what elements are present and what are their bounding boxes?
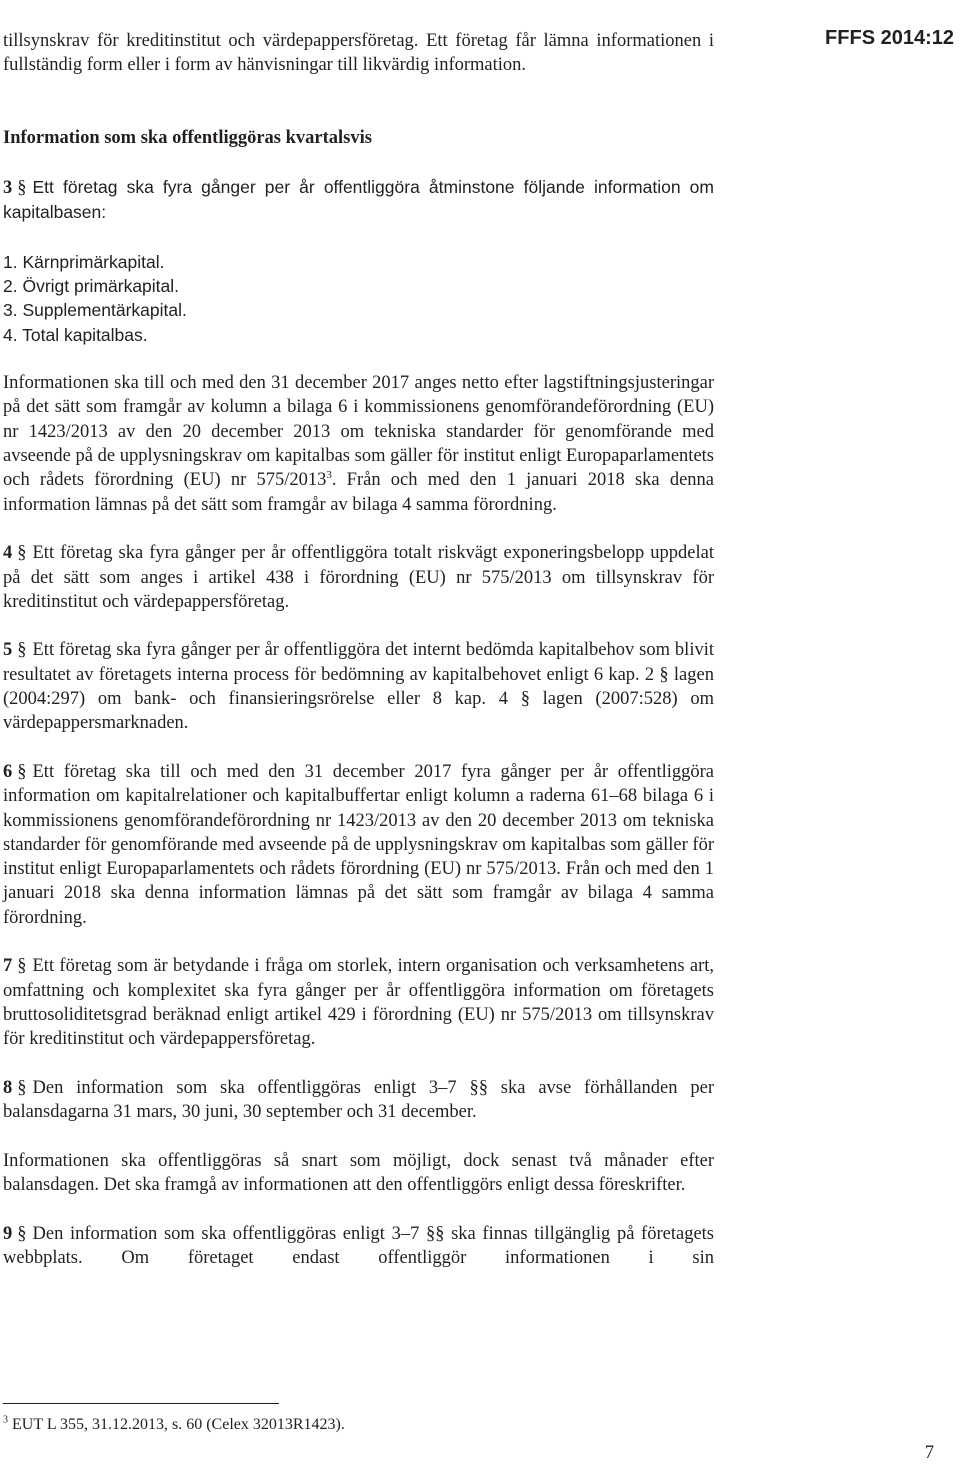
document-id: FFFS 2014:12 xyxy=(825,27,954,49)
paragraph-text: . Från och med den 1 januari 2018 ska denna information lämnas på det sätt som framgår av bilaga 4 samma förordning. xyxy=(3,470,714,515)
section-sign: § xyxy=(17,1223,27,1244)
paragraph-5 xyxy=(3,638,714,735)
intro-paragraph: tillsynskrav för kreditinstitut och värdepappersföretag. Ett företag får lämna informationen i fullständig form eller i form av hänvisningar till likvärdig information. xyxy=(3,31,714,76)
paragraph-text: Den information som ska offentliggöras enligt 3–7 §§ ska finnas tillgänglig på företagets webbplats. Om företaget endast offentliggör informationen i sin xyxy=(3,1223,714,1268)
paragraph-text: Ett företag ska fyra gånger per år offentliggöra åtminstone följande information om kapitalbasen: xyxy=(3,176,714,223)
section-number: 8 xyxy=(3,1077,13,1098)
footnote-reference[interactable]: 3 xyxy=(326,469,332,482)
section-number: 5 xyxy=(3,640,13,661)
list-item: 4. Total kapitalbas. xyxy=(3,324,148,345)
paragraph-text: Ett företag ska till och med den 31 december 2017 fyra gånger per år offentliggöra information om kapitalrelationer och kapitalbuffertar enligt kolumn a raderna 61–68 bilaga 6 i kommissionens genomförandeförordning nr 1423/2013 av den 20 december 2013 om tekniska standarder för genomförande med avseende på de upplysningskrav om kapitalbas som gäller för institut enligt Europaparlamentets och rådets förordning (EU) nr 575/2013. Från och med den 1 januari 2018 ska denna information lämnas på det sätt som framgår av bilaga 4 samma förordning. xyxy=(3,761,714,928)
page-number: 7 xyxy=(924,1443,934,1463)
footnote xyxy=(3,1415,345,1435)
section-number: 9 xyxy=(3,1223,13,1244)
paragraph-9 xyxy=(3,1222,714,1271)
paragraph-6 xyxy=(3,760,714,930)
paragraph-text: Den information som ska offentliggöras enligt 3–7 §§ ska avse förhållanden per balansdagarna 31 mars, 30 juni, 30 september och 31 december. xyxy=(3,1077,714,1123)
capital-list xyxy=(3,250,714,347)
section-number: 3 xyxy=(3,177,13,198)
footnote-marker: 3 xyxy=(3,1414,8,1426)
section-number: 7 xyxy=(3,956,13,977)
footnote-text: EUT L 355, 31.12.2013, s. 60 (Celex 32013R1423). xyxy=(12,1416,345,1433)
page-body xyxy=(3,29,714,1294)
paragraph-text: Ett företag ska fyra gånger per år offentliggöra totalt riskvägt exponeringsbelopp uppdelat på det sätt som anges i artikel 438 i förordning (EU) nr 575/2013 om tillsynskrav för kreditinstitut och värdepappersföretag. xyxy=(3,543,714,612)
paragraph-8-continued: Informationen ska offentliggöras så snart som möjligt, dock senast två månader efter balansdagen. Det ska framgå av informationen att den offentliggörs enligt dessa föreskrifter. xyxy=(3,1150,714,1195)
section-number: 4 xyxy=(3,543,13,564)
paragraph-7 xyxy=(3,954,714,1051)
paragraph-8 xyxy=(3,1076,714,1125)
section-sign: § xyxy=(17,956,27,977)
paragraph-text: Ett företag ska fyra gånger per år offentliggöra det internt bedömda kapitalbehov som blivit resultatet av företagets interna process för bedömning av kapitalbehovet enligt 6 kap. 2 § lagen (2004:297) om bank- och finansieringsrörelse eller 8 kap. 4 § lagen (2007:528) om värdepappersmarknaden. xyxy=(3,640,714,734)
section-heading: Information som ska offentliggöras kvartalsvis xyxy=(3,128,372,149)
paragraph-3 xyxy=(3,175,714,226)
paragraph-text: Ett företag som är betydande i fråga om storlek, intern organisation och verksamhetens art, omfattning och komplexitet ska fyra gånger per år offentliggöra information om företagets bruttosoliditetsgrad beräknad enligt artikel 429 i förordning (EU) nr 575/2013 om tillsynskrav för kreditinstitut och värdepappersföretag. xyxy=(3,956,714,1050)
paragraph-3-continued xyxy=(3,371,714,517)
section-sign: § xyxy=(17,761,27,782)
section-sign: § xyxy=(17,177,27,198)
paragraph-text: Informationen ska till och med den 31 december 2017 anges netto efter lagstiftningsjusteringar på det sätt som framgår av kolumn a bilaga 6 i kommissionens genomförandeförordning (EU) nr 1423/2013 av den 20 december 2013 om tekniska standarder för genomförande med avseende på de upplysningskrav om kapitalbas som gäller för institut enligt Europaparlamentets och rådets förordning (EU) nr 575/2013 xyxy=(3,373,714,491)
footnote-divider xyxy=(3,1403,279,1404)
section-sign: § xyxy=(17,1077,27,1098)
paragraph-4 xyxy=(3,541,714,614)
section-number: 6 xyxy=(3,761,13,782)
list-item: 3. Supplementärkapital. xyxy=(3,300,187,321)
section-sign: § xyxy=(17,640,27,661)
section-sign: § xyxy=(17,543,27,564)
list-item: 1. Kärnprimärkapital. xyxy=(3,251,165,272)
list-item: 2. Övrigt primärkapital. xyxy=(3,275,180,296)
